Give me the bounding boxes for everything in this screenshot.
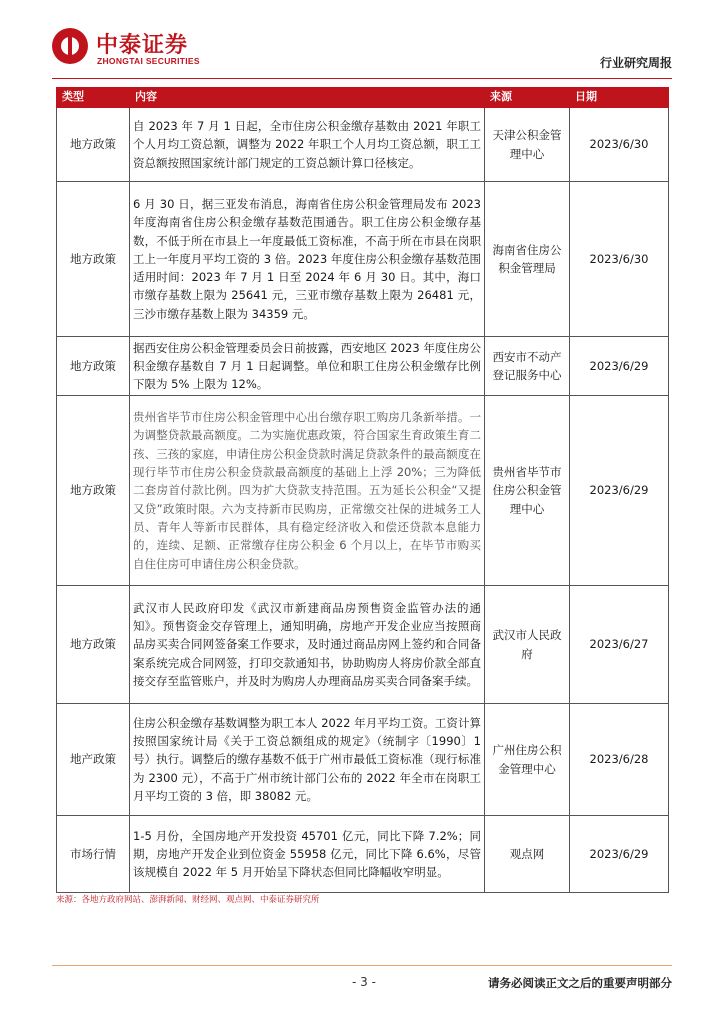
source-footnote: 来源：各地方政府网站、澎湃新闻、财经网、观点网、中泰证券研究所 <box>56 895 320 905</box>
row-date: 2023/6/28 <box>570 704 669 816</box>
row-source: 武汉市人民政府 <box>485 586 570 704</box>
header-divider <box>52 78 672 79</box>
policy-table <box>56 87 669 893</box>
header-source: 来源 <box>485 88 570 108</box>
row-date: 2023/6/29 <box>570 816 669 893</box>
logo-chinese-name: 中泰证券 <box>96 33 189 58</box>
row-date: 2023/6/29 <box>570 337 669 396</box>
zhongtai-logo-icon <box>52 28 88 64</box>
table-row <box>57 586 669 704</box>
table-row <box>57 108 669 182</box>
row-content: 1-5 月份，全国房地产开发投资 45701 亿元，同比下降 7.2%；同期，房地产开发企业到位资金 55958 亿元，同比下降 6.6%，尽管该规模自 2022 年 5 月开始呈下降状态但同比降幅收窄明显。 <box>130 816 485 893</box>
logo-english-name: ZHONGTAI SECURITIES <box>97 56 200 66</box>
row-type: 市场行情 <box>57 816 130 893</box>
header-content: 内容 <box>130 88 485 108</box>
row-date: 2023/6/27 <box>570 586 669 704</box>
row-type: 地方政策 <box>57 108 130 182</box>
row-source: 贵州省毕节市住房公积金管理中心 <box>485 396 570 586</box>
row-type: 地方政策 <box>57 586 130 704</box>
row-source: 观点网 <box>485 816 570 893</box>
row-content: 贵州省毕节市住房公积金管理中心出台缴存职工购房几条新举措。一为调整贷款最高额度。二为实施优惠政策，符合国家生育政策生育二孩、三孩的家庭，申请住房公积金贷款时满足贷款条件的最高额度在现行毕节市住房公积金贷款最高额度的基础上上浮 20%；三为降低二套房首付款比例。四为扩大贷款支持范围。五为延长公积金“又提又贷”政策时限。六为支持新市民购房，正常缴交社保的进城务工人员、青年人等新市民群体，具有稳定经济收入和偿还贷款本息能力的，连续、足额、正常缴存住房公积金 6 个月以上，在毕节市购买自住住房可申请住房公积金贷款。 <box>130 396 485 586</box>
row-content: 住房公积金缴存基数调整为职工本人 2022 年月平均工资。工资计算按照国家统计局《关于工资总额组成的规定》（统制字〔1990〕1 号）执行。调整后的缴存基数不低于广州市最低工资标准（现行标准为 2300 元），不高于广州市统计部门公布的 2022 年全市在岗职工月平均工资的 3 倍，即 38082 元。 <box>130 704 485 816</box>
row-type: 地产政策 <box>57 704 130 816</box>
row-source: 海南省住房公积金管理局 <box>485 182 570 337</box>
header-type: 类型 <box>57 88 130 108</box>
row-type: 地方政策 <box>57 182 130 337</box>
table-row <box>57 816 669 893</box>
row-content: 武汉市人民政府印发《武汉市新建商品房预售资金监管办法的通知》。预售资金交存管理上，通知明确，房地产开发企业应当按照商品房买卖合同网签备案工作要求，及时通过商品房网上签约和合同备案系统完成合同网签，打印交款通知书，协助购房人将房价款全部直接交存至监管账户，并及时为购房人办理商品房买卖合同备案手续。 <box>130 586 485 704</box>
row-source: 西安市不动产登记服务中心 <box>485 337 570 396</box>
table-header-row <box>57 88 669 108</box>
table-row <box>57 337 669 396</box>
header-date: 日期 <box>570 88 669 108</box>
company-logo <box>52 26 232 76</box>
row-date: 2023/6/30 <box>570 182 669 337</box>
row-content: 自 2023 年 7 月 1 日起，全市住房公积金缴存基数由 2021 年职工个人月均工资总额，调整为 2022 年职工个人月均工资总额，职工工资总额按照国家统计部门规定的工资总额计算口径核定。 <box>130 108 485 182</box>
row-source: 天津公积金管理中心 <box>485 108 570 182</box>
row-type: 地方政策 <box>57 337 130 396</box>
table-row <box>57 396 669 586</box>
page-header <box>52 26 672 76</box>
table-row <box>57 182 669 337</box>
row-content: 据西安住房公积金管理委员会日前披露，西安地区 2023 年度住房公积金缴存基数自 7 月 1 日起调整。单位和职工住房公积金缴存比例下限为 5% 上限为 12%。 <box>130 337 485 396</box>
table-row <box>57 704 669 816</box>
page-number: - 3 - <box>352 975 376 989</box>
row-type: 地方政策 <box>57 396 130 586</box>
row-date: 2023/6/29 <box>570 396 669 586</box>
row-content: 6 月 30 日，据三亚发布消息，海南省住房公积金管理局发布 2023 年度海南省住房公积金缴存基数范围通告。职工住房公积金缴存基数，不低于所在市县上一年度最低工资标准，不高于所在市县在岗职工上一年度月平均工资的 3 倍。2023 年度住房公积金缴存基数范围适用时间：2023 年 7 月 1 日至 2024 年 6 月 30 日。其中，海口市缴存基数上限为 25641 元，三亚市缴存基数上限为 26481 元，三沙市缴存基数上限为 34359 元。 <box>130 182 485 337</box>
disclaimer-text: 请务必阅读正文之后的重要声明部分 <box>488 976 672 990</box>
footer-divider <box>52 965 672 966</box>
row-source: 广州住房公积金管理中心 <box>485 704 570 816</box>
report-type: 行业研究周报 <box>599 56 672 70</box>
row-date: 2023/6/30 <box>570 108 669 182</box>
